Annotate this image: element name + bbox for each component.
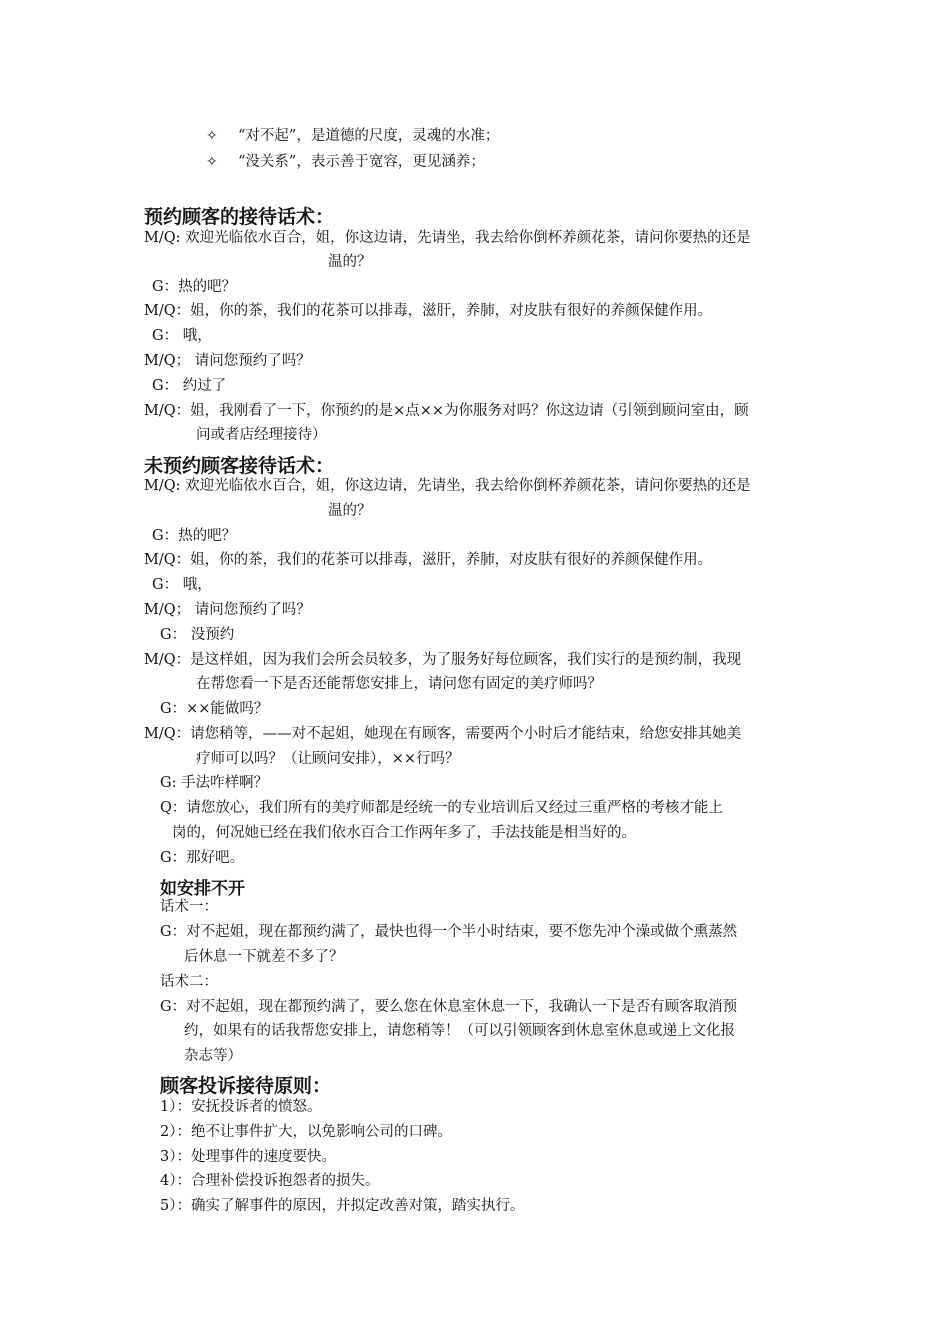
principle-item: 4）：合理补偿投诉抱怨者的损失。 [160,1173,380,1189]
dialog-line: G： 约过了 [152,378,227,394]
dialog-line: G： 没预约 [160,627,235,643]
principle-item: 1）：安抚投诉者的愤怒。 [160,1099,322,1115]
script-line: 杂志等） [184,1048,242,1064]
dialog-line: G：热的吧？ [152,279,237,295]
dialog-line: 岗的，何况她已经在我们依水百合工作两年多了，手法技能是相当好的。 [172,825,636,841]
dialog-line: 温的？ [328,254,372,270]
dialog-line: 在帮您看一下是否还能帮您安排上，请问您有固定的美疗师吗？ [196,676,602,692]
intro-bullet-1: “对不起”，是道德的尺度，灵魂的水准； [238,128,500,144]
script-line: G：对不起姐，现在都预约满了，要么您在休息室休息一下，我确认一下是否有顾客取消预 [160,999,738,1015]
script-1-label: 话术一： [160,899,218,915]
principle-item: 2）：绝不让事件扩大，以免影响公司的口碑。 [160,1124,452,1140]
intro-bullet-2: “没关系”，表示善于宽容，更见涵养； [238,154,485,170]
principle-item: 5）：确实了解事件的原因，并拟定改善对策，踏实执行。 [160,1198,525,1214]
subtitle-cannot-arrange: 如安排不开 [160,879,245,899]
dialog-line: G：那好吧。 [160,850,245,866]
principle-item: 3）：处理事件的速度要快。 [160,1149,336,1165]
dialog-line: G：热的吧？ [152,528,237,544]
script-line: 约，如果有的话我帮您安排上，请您稍等！（可以引领顾客到休息室休息或递上文化报 [184,1023,735,1039]
dialog-line: 问或者店经理接待） [196,427,327,443]
dialog-line: G: 手法咋样啊？ [160,775,269,791]
dialog-line: M/Q：姐，你的茶，我们的花茶可以排毒，滋肝，养肺，对皮肤有很好的养颜保健作用。 [144,303,713,319]
dialog-line: M/Q； 请问您预约了吗？ [144,602,311,618]
diamond-outline-icon: ✧ [206,154,218,170]
script-2-label: 话术二： [160,974,218,990]
dialog-line: M/Q：姐，你的茶，我们的花茶可以排毒，滋肝，养肺，对皮肤有很好的养颜保健作用。 [144,552,713,568]
dialog-line: M/Q：请您稍等，——对不起姐，她现在有顾客，需要两个小时后才能结束，给您安排其她美 [144,726,742,742]
section-title-walk-in: 未预约顾客接待话术： [144,455,335,477]
dialog-line: M/Q：是这样姐，因为我们会所会员较多，为了服务好每位顾客，我们实行的是预约制，我现 [144,652,742,668]
dialog-line: G： 哦， [152,328,212,344]
dialog-line: Q：请您放心，我们所有的美疗师都是经统一的专业培训后又经过三重严格的考核才能上 [160,800,723,816]
dialog-line: M/Q: 欢迎光临依水百合，姐，你这边请，先请坐，我去给你倒杯养颜花茶，请问你要热的还是 [144,230,751,246]
dialog-line: 疗师可以吗？（让顾问安排），××行吗？ [196,751,460,767]
dialog-line: 温的？ [328,503,372,519]
diamond-outline-icon: ✧ [206,128,218,144]
section-title-reserved: 预约顾客的接待话术： [144,206,335,228]
dialog-line: M/Q：姐，我刚看了一下，你预约的是×点××为你服务对吗？你这边请（引领到顾问室由，顾 [144,403,749,419]
dialog-line: M/Q； 请问您预约了吗？ [144,353,311,369]
dialog-line: G：××能做吗？ [160,701,269,717]
script-line: G：对不起姐，现在都预约满了，最快也得一个半小时结束，要不您先冲个澡或做个熏蒸然 [160,924,738,940]
dialog-line: G： 哦， [152,577,212,593]
section-title-complaints: 顾客投诉接待原则： [160,1075,332,1097]
script-line: 后休息一下就差不多了？ [184,949,344,965]
dialog-line: M/Q: 欢迎光临依水百合，姐，你这边请，先请坐，我去给你倒杯养颜花茶，请问你要热的还是 [144,478,751,494]
